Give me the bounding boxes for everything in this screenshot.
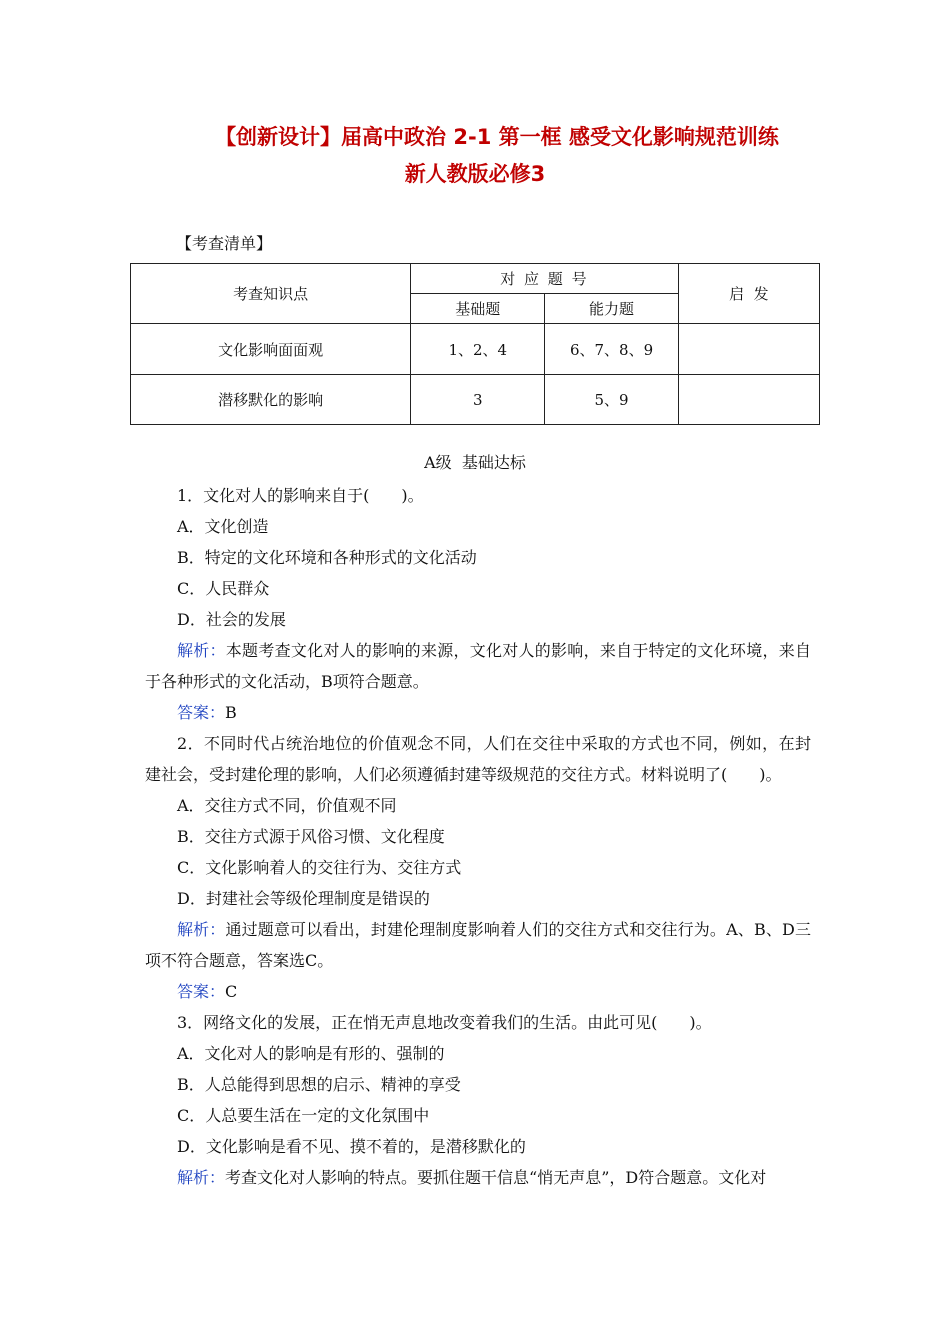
option-a: A．文化创造: [177, 517, 269, 536]
answer: [145, 976, 811, 1007]
checklist-label: 【考查清单】: [176, 234, 273, 253]
analysis-label: 解析：: [177, 641, 226, 660]
header-ability: 能力题: [545, 294, 678, 324]
row-insight: [678, 375, 819, 425]
option-d: D．社会的发展: [177, 610, 286, 629]
analysis-text: 通过题意可以看出，封建伦理制度影响着人们的交往方式和交往行为。A、B、D三项不符合题意，答案选C。: [145, 920, 811, 970]
answer-value: C: [225, 982, 238, 1001]
row-basic: 1、2、4: [411, 324, 545, 375]
option-c: C．文化影响着人的交往行为、交往方式: [177, 858, 462, 877]
analysis: [145, 914, 811, 976]
row-topic: 文化影响面面观: [131, 324, 411, 375]
analysis-label: 解析：: [177, 920, 226, 939]
row-insight: [678, 324, 819, 375]
table-row: [131, 324, 820, 375]
option-b: B．交往方式源于风俗习惯、文化程度: [177, 827, 445, 846]
option-a: A．文化对人的影响是有形的、强制的: [177, 1044, 445, 1063]
header-basic: 基础题: [411, 294, 545, 324]
answer-label: 答案：: [177, 703, 226, 722]
header-insight: 启 发: [678, 264, 819, 324]
analysis-text: 考查文化对人影响的特点。要抓住题干信息“悄无声息”，D符合题意。文化对: [225, 1168, 767, 1187]
option-c: C．人民群众: [177, 579, 270, 598]
option-a: A．交往方式不同，价值观不同: [177, 796, 397, 815]
analysis-text: 本题考查文化对人的影响的来源，文化对人的影响，来自于特定的文化环境，来自于各种形式的文化活动，B项符合题意。: [145, 641, 811, 691]
analysis: [145, 1162, 811, 1193]
row-topic: 潜移默化的影响: [131, 375, 411, 425]
analysis: [145, 635, 811, 697]
answer-value: B: [225, 703, 237, 722]
analysis-label: 解析：: [177, 1168, 226, 1187]
question-stem: 1．文化对人的影响来自于( )。: [177, 486, 424, 505]
header-knowledge: 考查知识点: [131, 264, 411, 324]
option-b: B．特定的文化环境和各种形式的文化活动: [177, 548, 477, 567]
option-d: D．文化影响是看不见、摸不着的，是潜移默化的: [177, 1137, 526, 1156]
option-c: C．人总要生活在一定的文化氛围中: [177, 1106, 430, 1125]
option-d: D．封建社会等级伦理制度是错误的: [177, 889, 430, 908]
row-ability: 5、9: [545, 375, 678, 425]
answer-label: 答案：: [177, 982, 226, 1001]
document-title-line1: 【创新设计】届高中政治 2-1 第一框 感受文化影响规范训练: [215, 125, 779, 149]
checklist-table: [130, 263, 820, 425]
table-row: [131, 375, 820, 425]
document-title-line2: 新人教版必修3: [404, 162, 546, 186]
header-corresponding: 对 应 题 号: [411, 264, 679, 294]
level-heading: A级 基础达标: [424, 453, 526, 472]
questions-body: [145, 480, 811, 1193]
option-b: B．人总能得到思想的启示、精神的享受: [177, 1075, 461, 1094]
question-stem: 2．不同时代占统治地位的价值观念不同，人们在交往中采取的方式也不同，例如，在封建社会，受封建伦理的影响，人们必须遵循封建等级规范的交往方式。材料说明了( )。: [145, 734, 811, 784]
row-ability: 6、7、8、9: [545, 324, 678, 375]
question-stem: 3．网络文化的发展，正在悄无声息地改变着我们的生活。由此可见( )。: [177, 1013, 712, 1032]
row-basic: 3: [411, 375, 545, 425]
answer: [145, 697, 811, 728]
